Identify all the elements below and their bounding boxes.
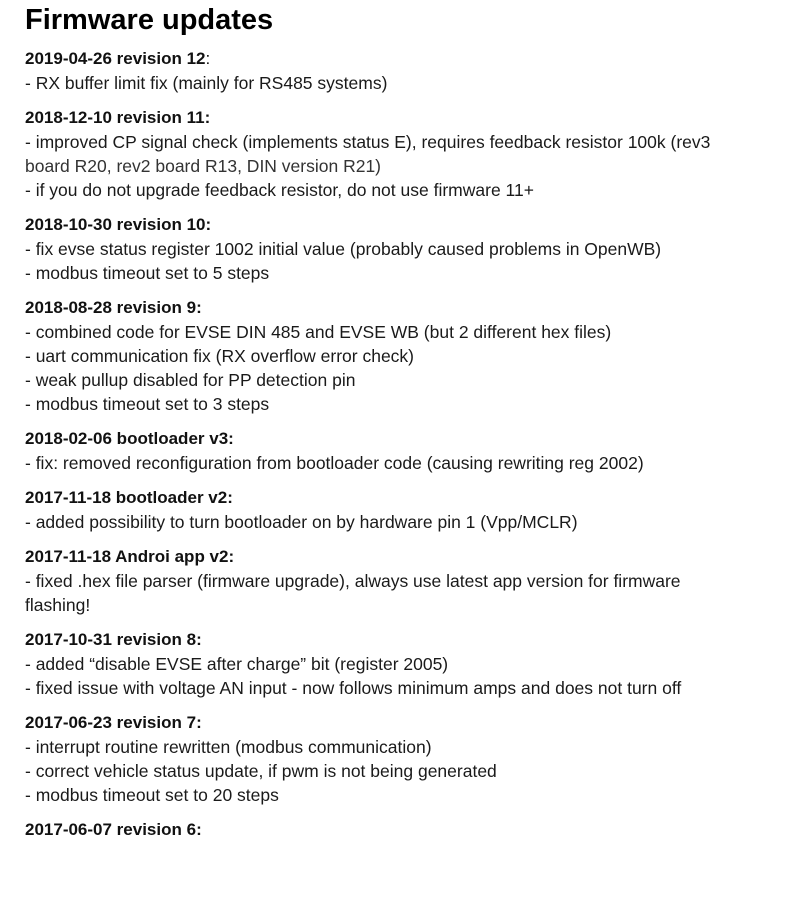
entry-line: - added possibility to turn bootloader on by hardware pin 1 (Vpp/MCLR) bbox=[25, 512, 578, 532]
heading-colon: : bbox=[228, 429, 234, 448]
entry-heading-text: 2017-10-31 revision 8 bbox=[25, 630, 197, 649]
entry-rev11 bbox=[25, 106, 800, 202]
entry-line: - combined code for EVSE DIN 485 and EVSE WB (but 2 different hex files) bbox=[25, 322, 612, 342]
entry-bootloader-v3 bbox=[25, 427, 800, 475]
entry-line: - uart communication fix (RX overflow error check) bbox=[25, 346, 414, 366]
page-title: Firmware updates bbox=[25, 4, 274, 36]
entry-line: - modbus timeout set to 3 steps bbox=[25, 394, 270, 414]
entry-line: - fixed issue with voltage AN input - now follows minimum amps and does not turn off bbox=[25, 678, 682, 698]
entry-line: - modbus timeout set to 5 steps bbox=[25, 263, 270, 283]
entry-line: - fixed .hex file parser (firmware upgrade), always use latest app version for firmware bbox=[25, 571, 681, 591]
entry-line: - RX buffer limit fix (mainly for RS485 systems) bbox=[25, 73, 388, 93]
entry-line: board R20, rev2 board R13, DIN version R21) bbox=[25, 156, 382, 176]
entry-line: - improved CP signal check (implements status E), requires feedback resistor 100k (rev3 bbox=[25, 132, 711, 152]
heading-colon: : bbox=[228, 547, 235, 566]
entry-heading bbox=[25, 818, 800, 842]
heading-colon: : bbox=[204, 108, 211, 127]
entry-heading-text: 2018-12-10 revision 11 bbox=[25, 108, 205, 127]
entry-heading bbox=[25, 213, 800, 237]
heading-colon: : bbox=[205, 49, 211, 68]
entry-line: - correct vehicle status update, if pwm is not being generated bbox=[25, 761, 497, 781]
entry-line: - modbus timeout set to 20 steps bbox=[25, 785, 279, 805]
entry-line: flashing! bbox=[25, 595, 91, 615]
entry-line: - fix evse status register 1002 initial value (probably caused problems in OpenWB) bbox=[25, 239, 662, 259]
entry-rev6 bbox=[25, 818, 800, 842]
entry-heading bbox=[25, 486, 800, 510]
entry-heading-text: 2018-08-28 revision 9 bbox=[25, 298, 197, 317]
entry-heading-text: 2017-06-23 revision 7 bbox=[25, 713, 197, 732]
entry-rev10 bbox=[25, 213, 800, 285]
entry-rev7 bbox=[25, 711, 800, 807]
entry-android-app-v2 bbox=[25, 545, 800, 617]
entry-heading-text: 2019-04-26 revision 12 bbox=[25, 49, 206, 68]
entry-heading bbox=[25, 47, 800, 71]
entry-heading-text: 2017-11-18 bootloader v2 bbox=[25, 488, 228, 507]
entry-heading-text: 2018-10-30 revision 10 bbox=[25, 215, 206, 234]
entry-heading bbox=[25, 545, 800, 569]
entry-line: - if you do not upgrade feedback resistor, do not use firmware 11+ bbox=[25, 180, 534, 200]
heading-colon: : bbox=[196, 820, 202, 839]
entry-heading-text: 2017-11-18 Androi app v2 bbox=[25, 547, 229, 566]
heading-colon: : bbox=[196, 713, 202, 732]
heading-colon: : bbox=[205, 215, 212, 234]
entry-heading-text: 2018-02-06 bootloader v3 bbox=[25, 429, 229, 448]
entry-rev9 bbox=[25, 296, 800, 416]
entry-line: - interrupt routine rewritten (modbus communication) bbox=[25, 737, 432, 757]
heading-colon: : bbox=[227, 488, 233, 507]
entry-line: - added “disable EVSE after charge” bit (register 2005) bbox=[25, 654, 449, 674]
entry-heading bbox=[25, 296, 800, 320]
heading-colon: : bbox=[196, 298, 202, 317]
entry-heading bbox=[25, 427, 800, 451]
entry-line: - fix: removed reconfiguration from bootloader code (causing rewriting reg 2002) bbox=[25, 453, 644, 473]
entry-heading-text: 2017-06-07 revision 6 bbox=[25, 820, 197, 839]
entry-line: - weak pullup disabled for PP detection pin bbox=[25, 370, 356, 390]
heading-colon: : bbox=[196, 630, 202, 649]
entry-heading bbox=[25, 628, 800, 652]
entry-heading bbox=[25, 106, 800, 130]
entry-rev8 bbox=[25, 628, 800, 700]
entry-heading bbox=[25, 711, 800, 735]
entry-rev12 bbox=[25, 47, 800, 95]
entry-bootloader-v2 bbox=[25, 486, 800, 534]
